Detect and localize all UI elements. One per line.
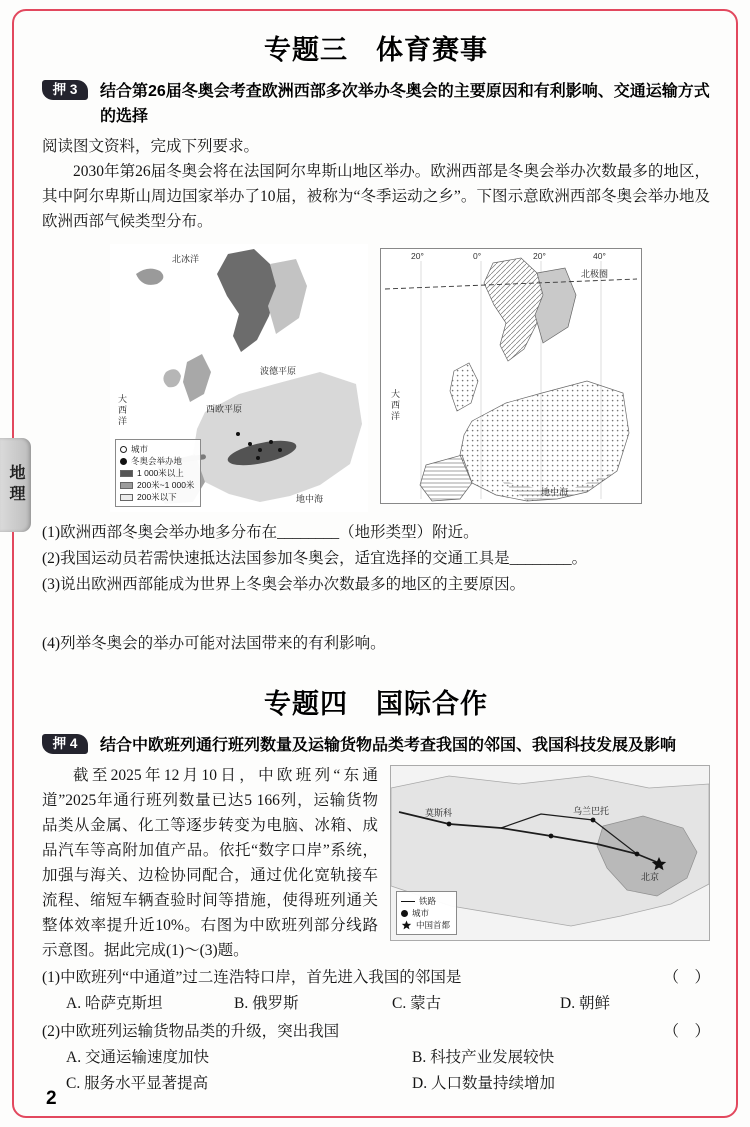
section2-title: 专题四 国际合作 — [264, 689, 488, 719]
terrain-map-legend — [115, 439, 201, 507]
mc-question-1-stem: (1)中欧班列“中通道”过二连浩特口岸，首先进入我国的邻国是 — [42, 969, 462, 986]
capital-star-symbol — [401, 920, 412, 931]
legend-label: 200米~1 000米 — [137, 480, 195, 490]
exam-point-4-text: 结合中欧班列通行班列数量及运输货物品类考查我国的邻国、我国科技发展及影响 — [100, 737, 677, 754]
city-label-ulaanbaatar: 乌兰巴托 — [573, 806, 610, 816]
option-b: B. 俄罗斯 — [234, 995, 299, 1012]
option-c: C. 蒙古 — [392, 995, 442, 1012]
elevation-low-swatch — [120, 494, 133, 501]
question-1: (1)欧洲西部冬奥会举办地多分布在________（地形类型）附近。 — [42, 524, 479, 541]
legend-label: 城市 — [412, 908, 430, 918]
section2-body — [42, 763, 710, 963]
climate-map-drawing — [381, 249, 641, 503]
terrain-map — [110, 244, 368, 512]
option-a: A. 哈萨克斯坦 — [66, 995, 163, 1012]
railway-map — [390, 765, 710, 941]
exam-point-4 — [42, 733, 710, 758]
climate-map — [380, 248, 642, 504]
question-4: (4)列举冬奥会的举办可能对法国带来的有利影响。 — [42, 635, 386, 652]
page-number: 2 — [46, 1088, 57, 1109]
legend-label: 中国首都 — [416, 920, 451, 930]
answer-bracket: （ ） — [663, 1023, 710, 1040]
city-symbol — [120, 446, 127, 453]
exam-badge-4: 押 4 — [42, 734, 88, 754]
capital-label-beijing: 北京 — [641, 872, 660, 882]
sea-label-atlantic: 大西洋 — [117, 394, 127, 427]
option-d: D. 朝鲜 — [560, 995, 610, 1012]
answer-bracket: （ ） — [663, 969, 710, 986]
elevation-mid-swatch — [120, 482, 133, 489]
exam-badge-3: 押 3 — [42, 80, 88, 100]
sea-label-mediterranean: 地中海 — [296, 494, 324, 504]
mc-question-1 — [42, 965, 710, 991]
arctic-circle-label: 北极圈 — [581, 269, 609, 279]
legend-label: 铁路 — [419, 896, 437, 906]
passage-2: 截至2025年12月10日，中欧班列“东通道”2025年通行班列数量已达5 166列，运输货物品类从金属、化工等逐步转变为电脑、冰箱、成品汽车等高附加值产品。依托“数字口岸”系统，加强与海关、边检协同配合，通过优化宽轨接车流程、缩短车辆查验时间等措施，使得班列通关整体效率提升近10%。右图为中欧班列部分线路示意图。据此完成(1)～(3)题。 — [42, 767, 378, 959]
longitude-tick: 20° — [411, 251, 424, 261]
question-3: (3)说出欧洲西部能成为世界上冬奥会举办次数最多的地区的主要原因。 — [42, 576, 526, 593]
railway-map-legend — [396, 891, 457, 935]
question-2: (2)我国运动员若需快速抵达法国参加冬奥会，适宜选择的交通工具是________。 — [42, 550, 588, 567]
legend-label: 200米以下 — [137, 492, 177, 502]
mc-question-1-options — [42, 991, 710, 1017]
olympic-site-symbol — [120, 458, 127, 465]
intro-text: 阅读图文资料，完成下列要求。 — [42, 138, 260, 155]
longitude-tick: 20° — [533, 251, 546, 261]
city-dot-symbol — [401, 910, 408, 917]
exam-point-3-text: 结合第26届冬奥会考查欧洲西部多次举办冬奥会的主要原因和有利影响、交通运输方式的选择 — [100, 83, 710, 125]
legend-label: 城市 — [131, 444, 149, 454]
elevation-high-swatch — [120, 470, 133, 477]
longitude-tick: 0° — [473, 251, 482, 261]
mc-question-2-stem: (2)中欧班列运输货物品类的升级，突出我国 — [42, 1023, 340, 1040]
city-label-moscow: 莫斯科 — [425, 808, 453, 818]
sea-label-atlantic: 大西洋 — [390, 389, 400, 422]
option-d: D. 人口数量持续增加 — [412, 1075, 555, 1092]
longitude-tick: 40° — [593, 251, 606, 261]
sea-label-mediterranean: 地中海 — [541, 487, 569, 497]
mc-question-2 — [42, 1019, 710, 1045]
section1-title: 专题三 体育赛事 — [264, 35, 488, 65]
railway-symbol — [401, 901, 415, 902]
legend-label: 1 000米以上 — [137, 468, 184, 478]
option-b: B. 科技产业发展较快 — [412, 1049, 555, 1066]
option-a: A. 交通运输速度加快 — [66, 1049, 209, 1066]
page-content — [42, 22, 710, 1097]
subject-tab-label: 地理 — [7, 464, 24, 506]
sea-label-arctic: 北冰洋 — [172, 254, 200, 264]
plain-label-north: 波德平原 — [260, 366, 297, 376]
mc-question-2-options — [42, 1045, 710, 1097]
plain-label-west: 西欧平原 — [206, 404, 243, 414]
option-c: C. 服务水平显著提高 — [66, 1075, 209, 1092]
passage-1: 2030年第26届冬奥会将在法国阿尔卑斯山地区举办。欧洲西部是冬奥会举办次数最多的地区，其中阿尔卑斯山周边国家举办了10届，被称为“冬季运动之乡”。下图示意欧洲西部冬奥会举办地及欧洲西部气候类型分布。 — [42, 163, 710, 230]
legend-label: 冬奥会举办地 — [131, 456, 183, 466]
subject-tab-geography — [0, 438, 31, 532]
exam-point-3 — [42, 79, 710, 129]
maps-row — [42, 244, 710, 512]
